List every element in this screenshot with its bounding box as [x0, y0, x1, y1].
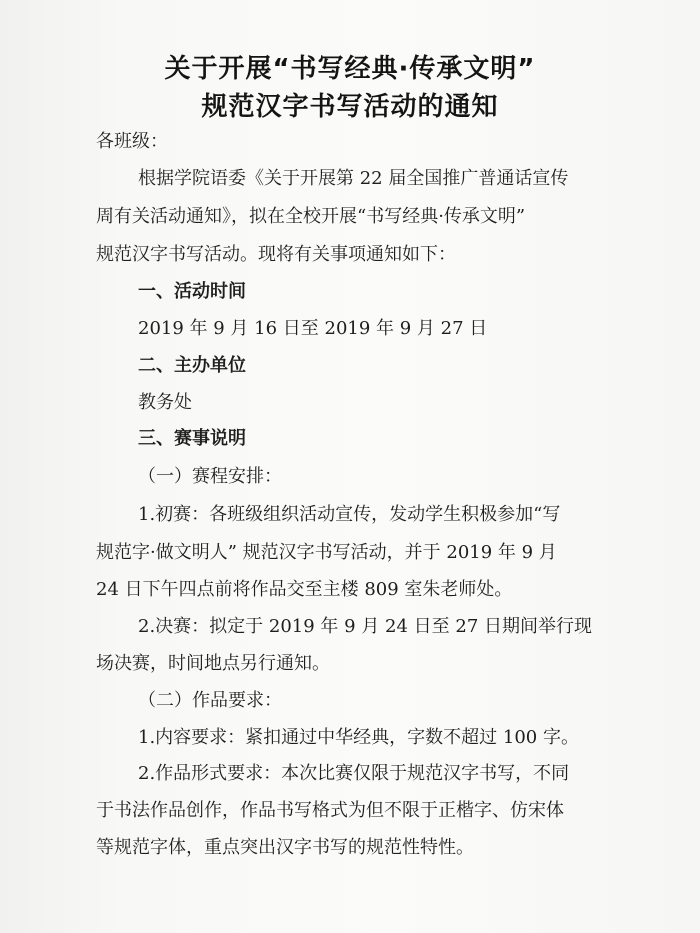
- sub1-item1-line-3: 24 日下午四点前将作品交至主楼 809 室朱老师处。: [96, 579, 513, 600]
- title-line-1: 关于开展“书写经典·传承文明”: [164, 54, 536, 84]
- sub2-heading: （二）作品要求：: [138, 690, 282, 711]
- section3-heading: 三、赛事说明: [138, 428, 246, 449]
- intro-line-1: 根据学院语委《关于开展第 22 届全国推广普通话宣传: [138, 168, 569, 189]
- intro-line-2: 周有关活动通知》，拟在全校开展“书写经典·传承文明”: [96, 206, 526, 227]
- sub2-item2-line-2: 于书法作品创作，作品书写格式为但不限于正楷字、仿宋体: [96, 800, 564, 821]
- sub1-item2-line-1: 2.决赛：拟定于 2019 年 9 月 24 日至 27 日期间举行现: [138, 616, 593, 637]
- title-line-2: 规范汉字书写活动的通知: [201, 92, 499, 122]
- salutation: 各班级：: [96, 131, 168, 152]
- sub2-item2-line-1: 2.作品形式要求：本次比赛仅限于规范汉字书写，不同: [138, 763, 570, 784]
- sub2-item1: 1.内容要求：紧扣通过中华经典，字数不超过 100 字。: [138, 727, 579, 748]
- section1-heading: 一、活动时间: [138, 281, 246, 302]
- sub1-item1-line-2: 规范字·做文明人” 规范汉字书写活动，并于 2019 年 9 月: [96, 542, 557, 563]
- sub1-item2-line-2: 场决赛，时间地点另行通知。: [96, 653, 330, 674]
- sub1-heading: （一）赛程安排：: [138, 466, 282, 487]
- section2-content: 教务处: [138, 392, 192, 413]
- sub2-item2-line-3: 等规范字体，重点突出汉字书写的规范性特性。: [96, 837, 474, 858]
- section1-content: 2019 年 9 月 16 日至 2019 年 9 月 27 日: [138, 318, 488, 339]
- intro-line-3: 规范汉字书写活动。现将有关事项通知如下：: [96, 244, 456, 265]
- section2-heading: 二、主办单位: [138, 355, 246, 376]
- sub1-item1-line-1: 1.初赛：各班级组织活动宣传，发动学生积极参加“写: [138, 504, 561, 525]
